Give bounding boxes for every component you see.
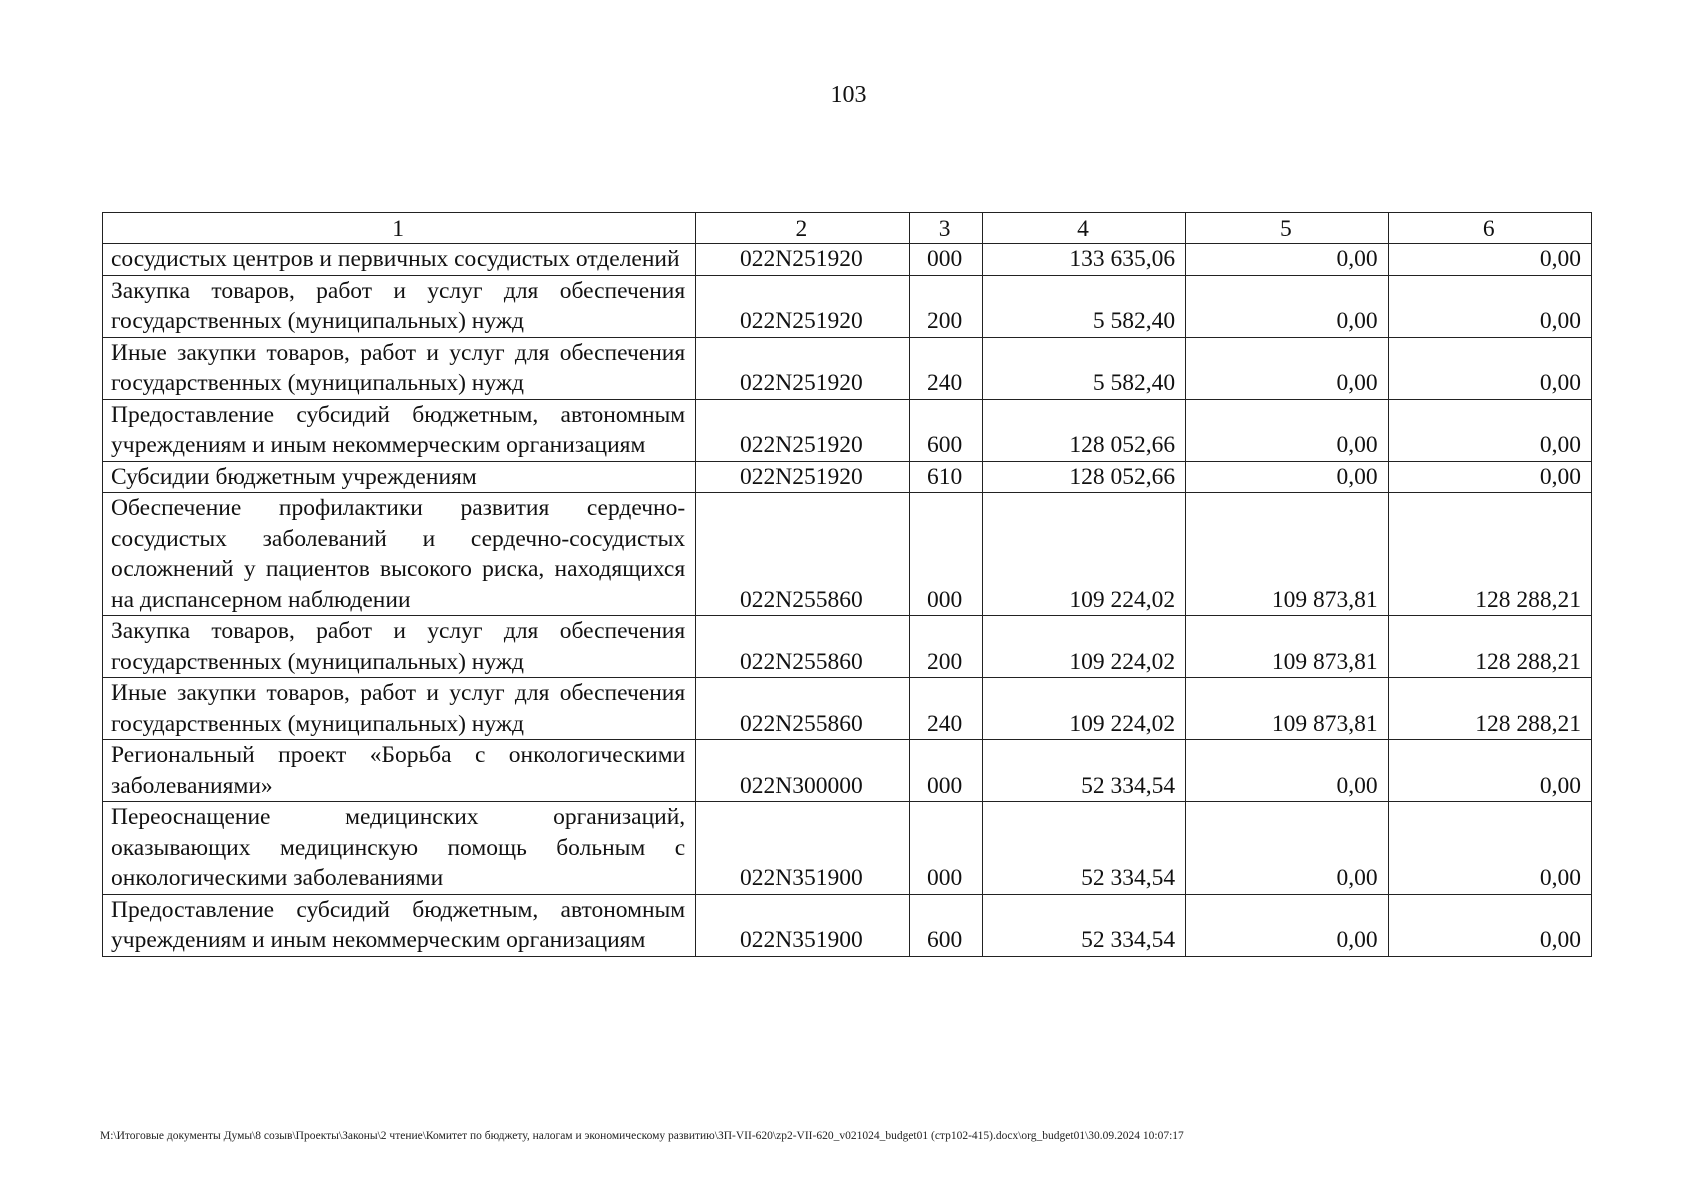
column-header-1: 1 <box>103 213 696 244</box>
row-amount-col5: 109 873,81 <box>1186 678 1388 740</box>
row-amount-col6: 0,00 <box>1388 740 1591 802</box>
row-amount-col5: 0,00 <box>1186 275 1388 337</box>
page-number: 103 <box>830 82 867 108</box>
column-header-2: 2 <box>696 213 909 244</box>
row-name: Переоснащение медицинских организаций, оказывающих медицинскую помощь больным с онкологическими заболеваниями <box>103 802 696 895</box>
row-target-code: 022N255860 <box>696 493 909 616</box>
row-amount-col6: 0,00 <box>1388 244 1591 276</box>
table-row <box>103 275 1592 337</box>
table-row <box>103 461 1592 493</box>
row-expense-type: 610 <box>909 461 982 493</box>
column-header-5: 5 <box>1186 213 1388 244</box>
table-row <box>103 399 1592 461</box>
column-header-4: 4 <box>982 213 1185 244</box>
row-name: Иные закупки товаров, работ и услуг для обеспечения государственных (муниципальных) нужд <box>103 678 696 740</box>
row-target-code: 022N251920 <box>696 399 909 461</box>
table-row <box>103 678 1592 740</box>
row-target-code: 022N351900 <box>696 802 909 895</box>
row-name: сосудистых центров и первичных сосудистых отделений <box>103 244 696 276</box>
row-name: Закупка товаров, работ и услуг для обеспечения государственных (муниципальных) нужд <box>103 616 696 678</box>
row-amount-col6: 0,00 <box>1388 894 1591 956</box>
row-amount-col6: 0,00 <box>1388 337 1591 399</box>
row-amount-col4: 5 582,40 <box>982 337 1185 399</box>
table-row <box>103 244 1592 276</box>
row-amount-col6: 128 288,21 <box>1388 493 1591 616</box>
row-amount-col5: 109 873,81 <box>1186 616 1388 678</box>
column-header-3: 3 <box>909 213 982 244</box>
header-row <box>103 213 1592 244</box>
row-expense-type: 000 <box>909 244 982 276</box>
row-expense-type: 200 <box>909 275 982 337</box>
row-amount-col5: 0,00 <box>1186 802 1388 895</box>
row-amount-col6: 0,00 <box>1388 275 1591 337</box>
row-name: Обеспечение профилактики развития сердечно-сосудистых заболеваний и сердечно-сосудистых осложнений у пациентов высокого риска, находящихся на диспансерном наблюдении <box>103 493 696 616</box>
table-row <box>103 802 1592 895</box>
row-amount-col4: 128 052,66 <box>982 461 1185 493</box>
row-amount-col5: 109 873,81 <box>1186 493 1388 616</box>
row-name: Предоставление субсидий бюджетным, автономным учреждениям и иным некоммерческим организациям <box>103 399 696 461</box>
row-amount-col6: 0,00 <box>1388 399 1591 461</box>
row-amount-col4: 128 052,66 <box>982 399 1185 461</box>
row-name: Региональный проект «Борьба с онкологическими заболеваниями» <box>103 740 696 802</box>
row-expense-type: 600 <box>909 894 982 956</box>
row-target-code: 022N251920 <box>696 275 909 337</box>
row-amount-col5: 0,00 <box>1186 337 1388 399</box>
row-amount-col4: 52 334,54 <box>982 740 1185 802</box>
row-expense-type: 200 <box>909 616 982 678</box>
row-amount-col5: 0,00 <box>1186 461 1388 493</box>
table-row <box>103 740 1592 802</box>
row-amount-col5: 0,00 <box>1186 244 1388 276</box>
row-amount-col4: 109 224,02 <box>982 493 1185 616</box>
row-amount-col5: 0,00 <box>1186 399 1388 461</box>
row-amount-col5: 0,00 <box>1186 894 1388 956</box>
row-name: Субсидии бюджетным учреждениям <box>103 461 696 493</box>
row-name: Предоставление субсидий бюджетным, автономным учреждениям и иным некоммерческим организациям <box>103 894 696 956</box>
row-expense-type: 240 <box>909 678 982 740</box>
row-amount-col4: 52 334,54 <box>982 894 1185 956</box>
row-expense-type: 600 <box>909 399 982 461</box>
row-amount-col4: 52 334,54 <box>982 802 1185 895</box>
row-amount-col4: 109 224,02 <box>982 678 1185 740</box>
row-target-code: 022N251920 <box>696 461 909 493</box>
column-header-6: 6 <box>1388 213 1591 244</box>
row-expense-type: 000 <box>909 493 982 616</box>
row-expense-type: 240 <box>909 337 982 399</box>
row-target-code: 022N251920 <box>696 337 909 399</box>
row-name: Иные закупки товаров, работ и услуг для обеспечения государственных (муниципальных) нужд <box>103 337 696 399</box>
row-amount-col4: 133 635,06 <box>982 244 1185 276</box>
table-row <box>103 894 1592 956</box>
row-target-code: 022N351900 <box>696 894 909 956</box>
row-expense-type: 000 <box>909 740 982 802</box>
row-amount-col5: 0,00 <box>1186 740 1388 802</box>
row-target-code: 022N300000 <box>696 740 909 802</box>
document-path-footer: M:\Итоговые документы Думы\8 созыв\Проекты\Законы\2 чтение\Комитет по бюджету, налогам и экономическому развитию\ЗП-VII-620\zp2-VII-620_v021024_budget01 (стр102-415).docx\org_budget01\30.09.2024 10:07:17 <box>100 1130 1184 1142</box>
row-amount-col6: 128 288,21 <box>1388 616 1591 678</box>
table-row <box>103 616 1592 678</box>
budget-table <box>102 212 1592 957</box>
table-row <box>103 493 1592 616</box>
row-amount-col4: 109 224,02 <box>982 616 1185 678</box>
row-target-code: 022N251920 <box>696 244 909 276</box>
row-amount-col4: 5 582,40 <box>982 275 1185 337</box>
table-row <box>103 337 1592 399</box>
row-name: Закупка товаров, работ и услуг для обеспечения государственных (муниципальных) нужд <box>103 275 696 337</box>
row-amount-col6: 0,00 <box>1388 802 1591 895</box>
row-amount-col6: 128 288,21 <box>1388 678 1591 740</box>
row-expense-type: 000 <box>909 802 982 895</box>
row-amount-col6: 0,00 <box>1388 461 1591 493</box>
row-target-code: 022N255860 <box>696 616 909 678</box>
row-target-code: 022N255860 <box>696 678 909 740</box>
